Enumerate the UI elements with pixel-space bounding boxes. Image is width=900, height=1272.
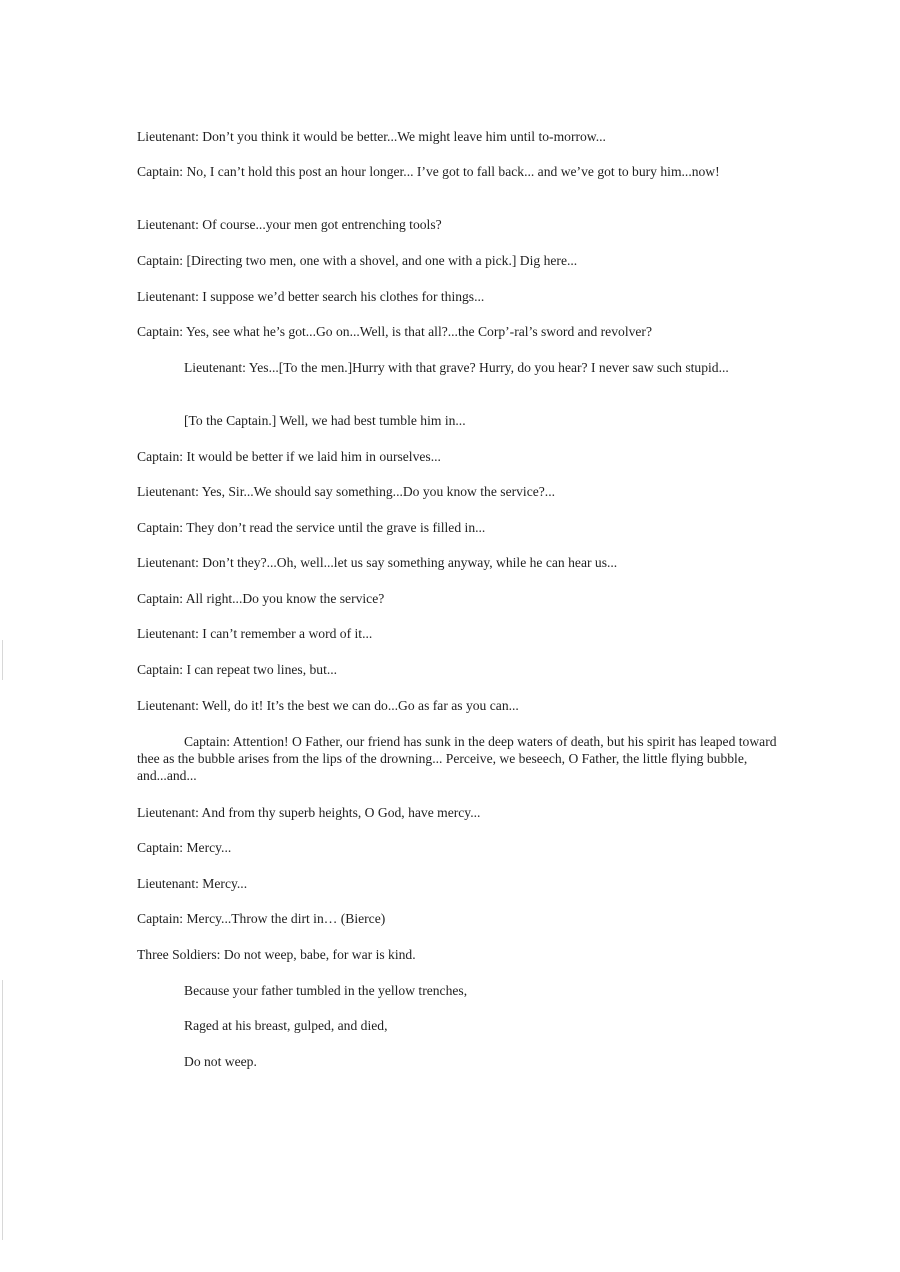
- line-04: Captain: [Directing two men, one with a shovel, and one with a pick.] Dig here...: [137, 253, 578, 268]
- line-22: Three Soldiers: Do not weep, babe, for war is kind.: [137, 947, 416, 962]
- line-23: Because your father tumbled in the yellow trenches,: [184, 983, 468, 998]
- line-05: Lieutenant: I suppose we’d better search his clothes for things...: [137, 289, 485, 304]
- line-13: Captain: All right...Do you know the service?: [137, 591, 385, 606]
- line-06: Captain: Yes, see what he’s got...Go on...Well, is that all?...the Corp’-ral’s sword and revolver?: [137, 324, 652, 339]
- line-17: Captain: Attention! O Father, our friend has sunk in the deep waters of death, but his spirit has leaped toward thee as the bubble arises from the lips of the drowning... Perceive, we beseech, O Father, the little flying bubble, and...and...: [137, 734, 777, 783]
- line-15: Captain: I can repeat two lines, but...: [137, 662, 338, 677]
- line-11: Captain: They don’t read the service until the grave is filled in...: [137, 520, 486, 535]
- line-21: Captain: Mercy...Throw the dirt in… (Bierce): [137, 911, 386, 926]
- line-25: Do not weep.: [184, 1054, 257, 1069]
- line-09: Captain: It would be better if we laid him in ourselves...: [137, 449, 441, 464]
- line-24: Raged at his breast, gulped, and died,: [184, 1018, 388, 1033]
- line-07: Lieutenant: Yes...[To the men.]Hurry with that grave? Hurry, do you hear? I never saw such stupid...: [184, 360, 729, 375]
- line-14: Lieutenant: I can’t remember a word of it...: [137, 626, 373, 641]
- line-20: Lieutenant: Mercy...: [137, 876, 248, 891]
- line-03: Lieutenant: Of course...your men got entrenching tools?: [137, 217, 442, 232]
- scan-edge-mark: [2, 640, 3, 680]
- line-08: [To the Captain.] Well, we had best tumble him in...: [184, 413, 466, 428]
- line-01: Lieutenant: Don’t you think it would be better...We might leave him until to-morrow...: [137, 129, 606, 144]
- line-12: Lieutenant: Don’t they?...Oh, well...let us say something anyway, while he can hear us...: [137, 555, 618, 570]
- line-19: Captain: Mercy...: [137, 840, 232, 855]
- scan-edge-mark: [2, 980, 3, 1240]
- line-18: Lieutenant: And from thy superb heights, O God, have mercy...: [137, 805, 481, 820]
- line-16: Lieutenant: Well, do it! It’s the best we can do...Go as far as you can...: [137, 698, 519, 713]
- line-10: Lieutenant: Yes, Sir...We should say something...Do you know the service?...: [137, 484, 555, 499]
- line-02: Captain: No, I can’t hold this post an hour longer... I’ve got to fall back... and we’ve got to bury him...now!: [137, 164, 720, 179]
